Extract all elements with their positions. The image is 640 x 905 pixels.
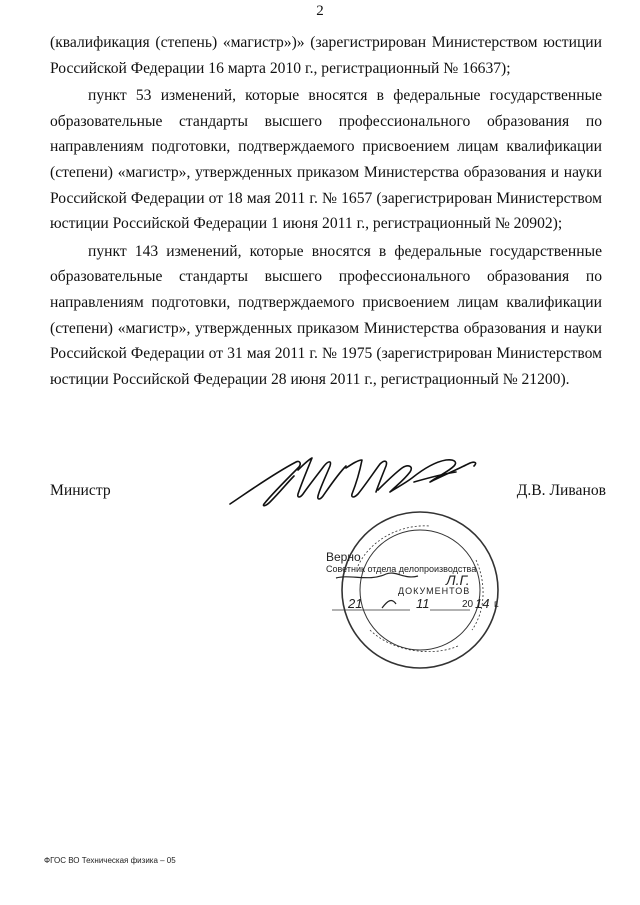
stamp-date-g: г.: [494, 599, 500, 610]
stamp-date-day: 21: [348, 596, 363, 611]
paragraph-3: пункт 143 изменений, которые вносятся в федеральные государственные образовательные стандарты высшего профессионального образования по направлениям подготовки, подтверждаемого присвоением лицам квалификации (степени) «магистр», утвержденных приказом Министерства образования и науки Российской Федерации от 31 мая 2011 г. № 1975 (зарегистрирован Министерством юстиции Российской Федерации 28 июня 2011 г., регистрационный № 21200).: [50, 242, 602, 388]
stamp-verno: Верно: [326, 550, 361, 564]
certification-stamp: [300, 500, 520, 680]
stamp-date-year-suffix: 14: [475, 596, 490, 611]
paragraph-1: (квалификация (степень) «магистр»)» (зарегистрирован Министерством юстиции Российской Федерации 16 марта 2010 г., регистрационный № 16637);: [50, 34, 602, 77]
minister-title: Министр: [50, 482, 111, 499]
footer-note: ФГОС ВО Техническая физика – 05: [44, 856, 176, 865]
page-number: 2: [316, 3, 324, 19]
stamp-position: Советник отдела делопроизводства: [326, 564, 477, 574]
paragraph-2: пункт 53 изменений, которые вносятся в федеральные государственные образовательные стандарты высшего профессионального образования по направлениям подготовки, подтверждаемого присвоением лицам квалификации (степени) «магистр», утвержденных приказом Министерства образования и науки Российской Федерации от 18 мая 2011 г. № 1657 (зарегистрирован Министерством юстиции Российской Федерации 1 июня 2011 г., регистрационный № 20902);: [50, 87, 602, 233]
stamp-signer: Л.Г.: [446, 572, 470, 588]
stamp-date-year-prefix: 20: [462, 599, 474, 610]
stamp-date-month: 11: [416, 596, 430, 611]
stamp-inner-label: ДОКУМЕНТОВ: [398, 586, 471, 596]
document-body: [50, 30, 602, 394]
minister-name: Д.В. Ливанов: [516, 482, 606, 499]
